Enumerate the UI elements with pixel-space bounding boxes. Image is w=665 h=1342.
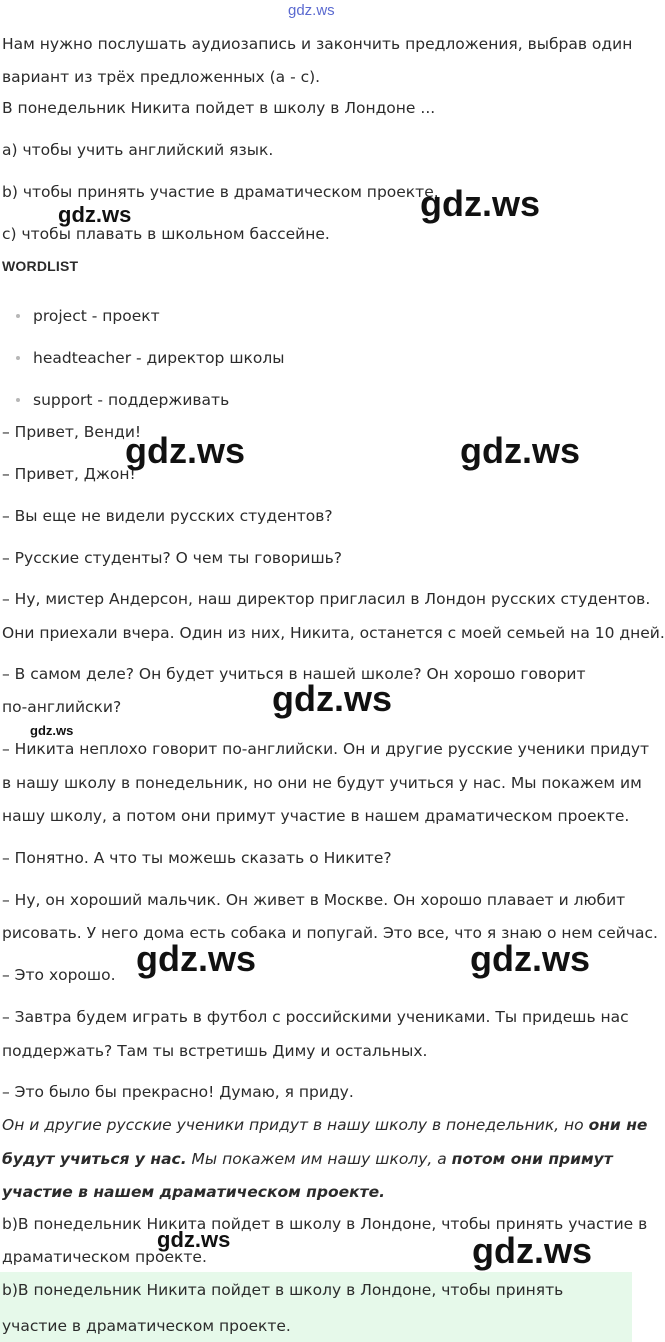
dialogue-line: в нашу школу в понедельник, но они не будут учиться у нас. Мы покажем им (2, 774, 642, 792)
dialogue-line: нашу школу, а потом они примут участие в нашем драматическом проекте. (2, 807, 630, 825)
explanation-bold: потом они примут (451, 1150, 613, 1168)
wordlist-item: project - проект (33, 307, 160, 325)
dialogue-line: Они приехали вчера. Один из них, Никита, останется с моей семьей на 10 дней. (2, 624, 665, 642)
option-a: a) чтобы учить английский язык. (2, 141, 274, 159)
dialogue-line: – Вы еще не видели русских студентов? (2, 507, 333, 525)
dialogue-line: – Завтра будем играть в футбол с российскими учениками. Ты придешь нас (2, 1008, 629, 1026)
watermark: gdz.ws (30, 723, 74, 738)
watermark: gdz.ws (460, 430, 581, 471)
dialogue-line: – В самом деле? Он будет учиться в нашей школе? Он хорошо говорит (2, 665, 586, 683)
watermark: gdz.ws (272, 678, 393, 719)
bullet-dot (16, 314, 20, 318)
bullet-dot (16, 356, 20, 360)
explanation-bold: будут учиться у нас. (2, 1150, 187, 1168)
explanation-line-3 (2, 1182, 385, 1202)
explanation-text: Мы покажем им нашу школу, а (186, 1150, 452, 1168)
dialogue-line: по-английски? (2, 698, 122, 716)
answer-line-1: b)В понедельник Никита пойдет в школу в Лондоне, чтобы принять участие в (2, 1215, 648, 1233)
watermark: gdz.ws (420, 183, 541, 224)
dialogue-line: – Это было бы прекрасно! Думаю, я приду. (2, 1083, 354, 1101)
dialogue-line: – Привет, Джон! (2, 465, 136, 483)
answer-line-2: драматическом проекте. (2, 1248, 207, 1266)
wordlist-heading: WORDLIST (2, 258, 79, 274)
dialogue-line: рисовать. У него дома есть собака и попугай. Это все, что я знаю о нем сейчас. (2, 924, 658, 942)
dialogue-line: – Ну, мистер Андерсон, наш директор пригласил в Лондон русских студентов. (2, 590, 651, 608)
explanation-line-2 (2, 1149, 613, 1169)
watermark-top: gdz.ws (288, 2, 335, 19)
dialogue-line: – Русские студенты? О чем ты говоришь? (2, 549, 343, 567)
dialogue-line: поддержать? Там ты встретишь Диму и остальных. (2, 1042, 428, 1060)
explanation-bold: участие в нашем драматическом проекте. (2, 1183, 386, 1201)
option-b: b) чтобы принять участие в драматическом проекте. (2, 183, 439, 201)
instruction-line-1: Нам нужно послушать аудиозапись и закончить предложения, выбрав один (2, 35, 633, 53)
watermark: gdz.ws (58, 202, 132, 227)
watermark: gdz.ws (157, 1227, 231, 1252)
bullet-dot (16, 398, 20, 402)
watermark: gdz.ws (125, 430, 246, 471)
option-c: c) чтобы плавать в школьном бассейне. (2, 225, 330, 243)
final-answer-line-1: b)В понедельник Никита пойдет в школу в Лондоне, чтобы принять (2, 1281, 564, 1299)
dialogue-line: – Никита неплохо говорит по-английски. Он и другие русские ученики придут (2, 740, 650, 758)
explanation-bold: они не (588, 1116, 648, 1134)
wordlist-item: support - поддерживать (33, 391, 230, 409)
final-answer-line-2: участие в драматическом проекте. (2, 1317, 291, 1335)
dialogue-line: – Привет, Венди! (2, 423, 142, 441)
dialogue-line: – Ну, он хороший мальчик. Он живет в Москве. Он хорошо плавает и любит (2, 891, 626, 909)
watermark: gdz.ws (470, 938, 591, 979)
watermark: gdz.ws (136, 938, 257, 979)
dialogue-line: – Понятно. А что ты можешь сказать о Никите? (2, 849, 392, 867)
wordlist-item: headteacher - директор школы (33, 349, 285, 367)
explanation-text: Он и другие русские ученики придут в нашу школу в понедельник, но (2, 1116, 589, 1134)
dialogue-line: – Это хорошо. (2, 966, 116, 984)
question-text: В понедельник Никита пойдет в школу в Лондоне ... (2, 99, 436, 117)
watermark: gdz.ws (472, 1230, 593, 1271)
instruction-line-2: вариант из трёх предложенных (a - c). (2, 68, 321, 86)
explanation-line-1 (2, 1115, 647, 1135)
